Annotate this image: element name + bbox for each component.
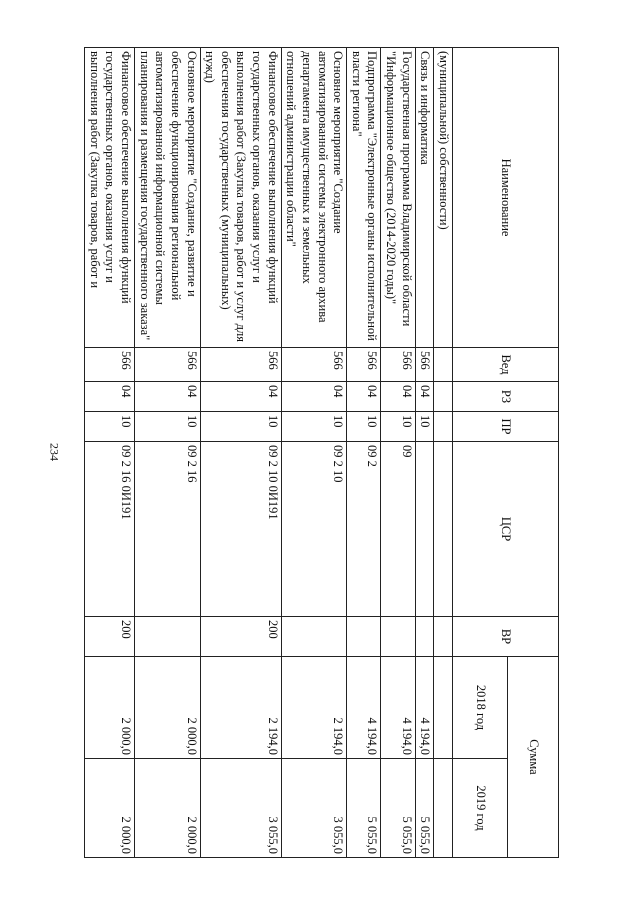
- header-2019: 2019 год: [453, 759, 508, 858]
- header-vr: ВР: [453, 617, 559, 657]
- header-rz: РЗ: [453, 382, 559, 412]
- cell-rz: 04: [135, 382, 201, 412]
- cell-y2019: 3 055,0: [281, 759, 347, 858]
- cell-ved: [434, 348, 453, 382]
- cell-csr: 09 2 10: [281, 442, 347, 617]
- cell-name: Связь и информатика: [415, 48, 434, 348]
- cell-csr: [434, 442, 453, 617]
- cell-csr: 09 2 10 0И191: [200, 442, 281, 617]
- budget-table: [84, 47, 559, 858]
- cell-name: Подпрограмма "Электронные органы исполнительной власти региона": [347, 48, 381, 348]
- cell-csr: 09 2 16: [135, 442, 201, 617]
- cell-y2019: 2 000,0: [135, 759, 201, 858]
- table-row: [135, 48, 201, 858]
- cell-y2018: 2 194,0: [200, 657, 281, 759]
- table-row: [85, 48, 135, 858]
- cell-vr: [281, 617, 347, 657]
- table-row: [434, 48, 453, 858]
- cell-rz: 04: [347, 382, 381, 412]
- cell-y2019: 3 055,0: [200, 759, 281, 858]
- header-name: Наименование: [453, 48, 559, 348]
- cell-rz: 04: [281, 382, 347, 412]
- header-sum: Сумма: [508, 657, 559, 858]
- table-row: [347, 48, 381, 858]
- cell-ved: 566: [381, 348, 415, 382]
- cell-name: (муниципальной) собственности): [434, 48, 453, 348]
- page-number: 234: [47, 443, 62, 461]
- cell-ved: 566: [281, 348, 347, 382]
- cell-y2019: [434, 759, 453, 858]
- cell-ved: 566: [200, 348, 281, 382]
- cell-y2018: 2 000,0: [85, 657, 135, 759]
- table-row: [415, 48, 434, 858]
- cell-vr: [347, 617, 381, 657]
- header-pr: ПР: [453, 412, 559, 442]
- cell-csr: 09: [381, 442, 415, 617]
- cell-y2018: 4 194,0: [381, 657, 415, 759]
- cell-pr: 10: [381, 412, 415, 442]
- budget-table-page: [81, 47, 559, 857]
- header-ved: Вед: [453, 348, 559, 382]
- cell-vr: 200: [85, 617, 135, 657]
- cell-ved: 566: [85, 348, 135, 382]
- cell-pr: 10: [200, 412, 281, 442]
- cell-y2018: 2 194,0: [281, 657, 347, 759]
- cell-vr: 200: [200, 617, 281, 657]
- cell-csr: 09 2 16 0И191: [85, 442, 135, 617]
- table-body: [85, 48, 453, 858]
- cell-ved: 566: [347, 348, 381, 382]
- cell-vr: [381, 617, 415, 657]
- cell-y2018: [434, 657, 453, 759]
- cell-ved: 566: [135, 348, 201, 382]
- cell-name: Финансовое обеспечение выполнения функций государственных органов, оказания услуг и выполнения работ (Закупка товаров, работ и услуг для обеспечения государственных (муниципальных) нужд): [200, 48, 281, 348]
- cell-y2018: 4 194,0: [347, 657, 381, 759]
- cell-csr: 09 2: [347, 442, 381, 617]
- table-row: [200, 48, 281, 858]
- header-2018: 2018 год: [453, 657, 508, 759]
- cell-name: Основное мероприятие "Создание, развитие и обеспечение функционирования региональной автоматизированной информационной системы планирования и размещения государственного заказа": [135, 48, 201, 348]
- cell-y2018: 4 194,0: [415, 657, 434, 759]
- cell-y2018: 2 000,0: [135, 657, 201, 759]
- header-csr: ЦСР: [453, 442, 559, 617]
- table-row: [281, 48, 347, 858]
- cell-pr: 10: [85, 412, 135, 442]
- cell-name: Финансовое обеспечение выполнения функций государственных органов, оказания услуг и выполнения работ (Закупка товаров, работ и: [85, 48, 135, 348]
- cell-vr: [135, 617, 201, 657]
- header-row: [508, 48, 559, 858]
- cell-rz: 04: [200, 382, 281, 412]
- cell-rz: 04: [415, 382, 434, 412]
- cell-csr: [415, 442, 434, 617]
- cell-pr: 10: [347, 412, 381, 442]
- cell-y2019: 2 000,0: [85, 759, 135, 858]
- cell-vr: [415, 617, 434, 657]
- cell-y2019: 5 055,0: [415, 759, 434, 858]
- cell-y2019: 5 055,0: [381, 759, 415, 858]
- cell-name: Основное мероприятие "Создание автоматизированной системы электронного архива департамента имущественных и земельных отношений администрации области": [281, 48, 347, 348]
- cell-rz: 04: [85, 382, 135, 412]
- cell-rz: 04: [381, 382, 415, 412]
- cell-vr: [434, 617, 453, 657]
- cell-pr: [434, 412, 453, 442]
- cell-ved: 566: [415, 348, 434, 382]
- cell-pr: 10: [415, 412, 434, 442]
- cell-rz: [434, 382, 453, 412]
- cell-name: Государственная программа Владимирской области "Информационное общество (2014-2020 годы)": [381, 48, 415, 348]
- cell-pr: 10: [281, 412, 347, 442]
- cell-pr: 10: [135, 412, 201, 442]
- cell-y2019: 5 055,0: [347, 759, 381, 858]
- table-row: [381, 48, 415, 858]
